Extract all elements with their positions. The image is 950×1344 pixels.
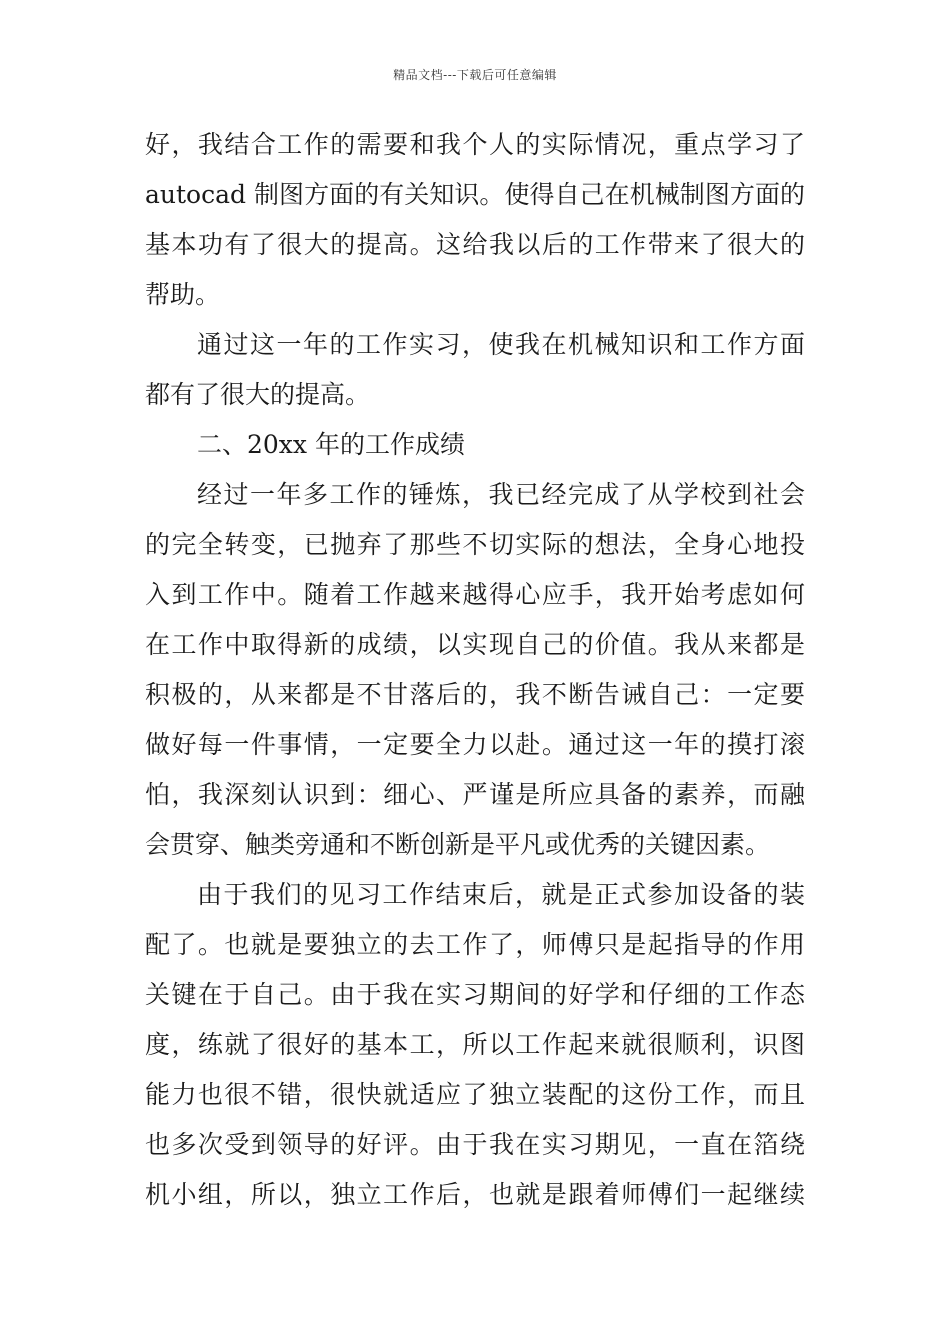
page-header: 精品文档---下载后可任意编辑 — [393, 68, 557, 82]
text-line: 能力也很不错，很快就适应了独立装配的这份工作，而且 — [145, 1080, 805, 1109]
text-line: 经过一年多工作的锤炼，我已经完成了从学校到社会 — [197, 480, 805, 509]
text-line: 的完全转变，已抛弃了那些不切实际的想法，全身心地投 — [145, 530, 805, 559]
text-line: 做好每一件事情，一定要全力以赴。通过这一年的摸打滚 — [145, 730, 805, 759]
text-line: 配了。也就是要独立的去工作了，师傅只是起指导的作用 — [145, 930, 805, 959]
text-line: 度，练就了很好的基本工，所以工作起来就很顺利，识图 — [145, 1030, 805, 1059]
text-line: 机小组，所以，独立工作后，也就是跟着师傅们一起继续 — [145, 1180, 805, 1209]
paragraph — [145, 870, 805, 1220]
paragraph — [145, 120, 805, 320]
text-line: 由于我们的见习工作结束后，就是正式参加设备的装 — [197, 880, 805, 909]
text-line: 都有了很大的提高。 — [145, 380, 371, 409]
text-line: 入到工作中。随着工作越来越得心应手，我开始考虑如何 — [145, 580, 805, 609]
text-line: 好，我结合工作的需要和我个人的实际情况，重点学习了 — [145, 130, 805, 159]
text-line: 积极的，从来都是不甘落后的，我不断告诫自己：一定要 — [145, 680, 805, 709]
text-line: 怕，我深刻认识到：细心、严谨是所应具备的素养，而融 — [145, 780, 805, 809]
document-body — [145, 120, 805, 1220]
text-line: 帮助。 — [145, 280, 221, 309]
text-line: 关键在于自己。由于我在实习期间的好学和仔细的工作态 — [145, 980, 805, 1009]
paragraph — [145, 320, 805, 420]
text-line: 会贯穿、触类旁通和不断创新是平凡或优秀的关键因素。 — [145, 830, 771, 859]
text-line: 通过这一年的工作实习，使我在机械知识和工作方面 — [197, 330, 805, 359]
paragraph — [145, 470, 805, 870]
text-line: autocad 制图方面的有关知识。使得自己在机械制图方面的 — [145, 180, 805, 209]
text-line: 基本功有了很大的提高。这给我以后的工作带来了很大的 — [145, 230, 805, 259]
text-line: 在工作中取得新的成绩，以实现自己的价值。我从来都是 — [145, 630, 805, 659]
text-line: 也多次受到领导的好评。由于我在实习期见，一直在箔绕 — [145, 1130, 805, 1159]
section-heading — [145, 420, 805, 470]
text-line: 二、20xx 年的工作成绩 — [197, 430, 465, 459]
